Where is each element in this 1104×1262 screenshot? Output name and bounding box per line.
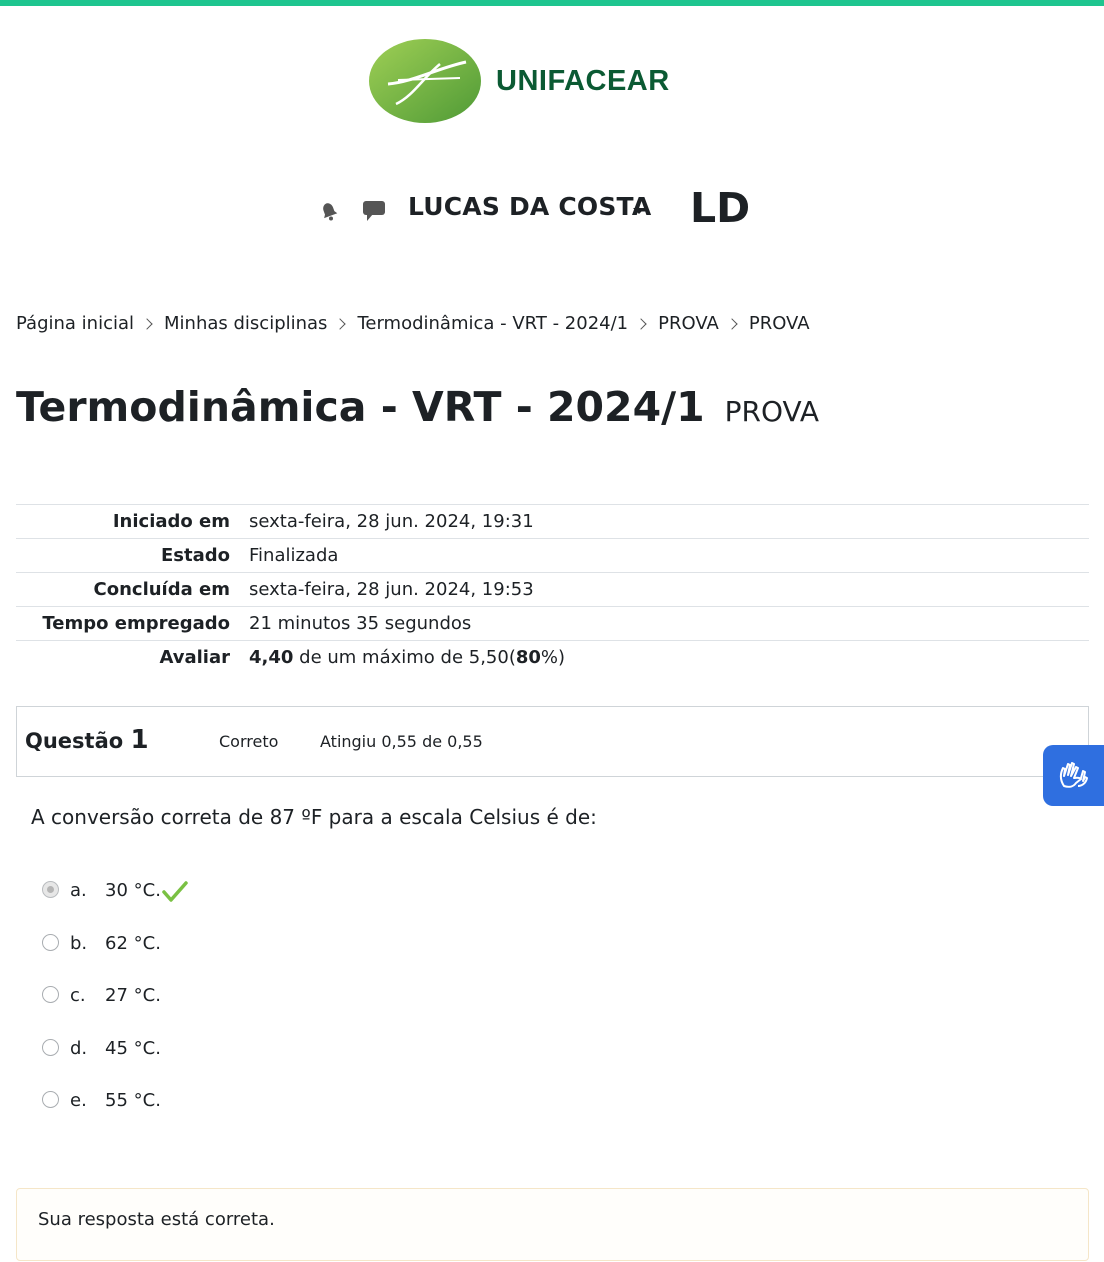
question-grade: Atingiu 0,55 de 0,55: [320, 732, 483, 751]
unifacear-logo[interactable]: [368, 38, 670, 124]
activity-title: PROVA: [724, 395, 820, 428]
answer-radio[interactable]: [42, 934, 59, 951]
logo-wordmark: UNIFACEAR: [496, 64, 670, 97]
question-text: A conversão correta de 87 ºF para a escala Celsius é de:: [31, 805, 597, 829]
summary-label: Estado: [16, 539, 249, 573]
answer-radio[interactable]: [42, 1091, 59, 1108]
answer-letter: e.: [70, 1090, 87, 1111]
breadcrumb-item-course[interactable]: Termodinâmica - VRT - 2024/1: [357, 313, 629, 334]
chevron-down-icon[interactable]: [633, 208, 645, 214]
top-accent-bar: [0, 0, 1104, 6]
feedback-box: [16, 1188, 1089, 1261]
table-row: [16, 573, 1089, 607]
table-row: [16, 607, 1089, 641]
grade-suffix: %): [540, 647, 566, 668]
chevron-right-icon: [335, 318, 346, 329]
answer-text: 27 °C.: [105, 985, 161, 1006]
chevron-right-icon: [635, 318, 646, 329]
summary-label: Tempo empregado: [16, 607, 249, 641]
chevron-right-icon: [141, 318, 152, 329]
table-row: [16, 641, 1089, 675]
summary-label: Iniciado em: [16, 505, 249, 539]
user-menu-button[interactable]: LUCAS DA COSTA: [408, 192, 652, 221]
summary-label: Concluída em: [16, 573, 249, 607]
question-state: Correto: [219, 732, 279, 751]
answer-letter: a.: [70, 880, 87, 901]
check-icon: [162, 880, 188, 908]
chat-icon[interactable]: [362, 200, 386, 226]
summary-value: sexta-feira, 28 jun. 2024, 19:31: [249, 505, 1089, 539]
answer-letter: c.: [70, 985, 86, 1006]
breadcrumb-item-section[interactable]: PROVA: [658, 313, 719, 334]
logo-emblem-icon: [368, 38, 482, 124]
answer-letter: b.: [70, 932, 88, 954]
answer-radio[interactable]: [42, 1039, 59, 1056]
feedback-text: Sua resposta está correta.: [38, 1209, 275, 1230]
question-title-label: Questão: [25, 729, 124, 753]
avatar[interactable]: LD: [690, 184, 751, 232]
answer-radio[interactable]: [42, 986, 59, 1003]
answer-letter: d.: [70, 1037, 88, 1059]
grade-middle: de um máximo de 5,50(: [299, 647, 516, 668]
page-title: [16, 383, 819, 431]
accessibility-button[interactable]: [1043, 745, 1104, 806]
table-row: [16, 505, 1089, 539]
answer-text: 45 °C.: [105, 1037, 161, 1059]
grade-value: [249, 641, 1089, 675]
summary-value: sexta-feira, 28 jun. 2024, 19:53: [249, 573, 1089, 607]
answer-radio[interactable]: [42, 881, 59, 898]
course-title: Termodinâmica - VRT - 2024/1: [16, 383, 705, 431]
summary-label: Avaliar: [16, 641, 249, 675]
question-number: 1: [130, 725, 149, 755]
answer-text: 62 °C.: [105, 932, 161, 954]
question-info-box: [16, 706, 1089, 777]
breadcrumb-item-my-courses[interactable]: Minhas disciplinas: [164, 313, 328, 334]
bell-icon[interactable]: [318, 200, 340, 226]
sign-language-hands-icon: [1054, 756, 1094, 796]
breadcrumb: [16, 313, 810, 334]
table-row: [16, 539, 1089, 573]
breadcrumb-item-home[interactable]: Página inicial: [16, 313, 135, 334]
chevron-right-icon: [726, 318, 737, 329]
summary-value: Finalizada: [249, 539, 1089, 573]
answer-text: 30 °C.: [105, 880, 161, 901]
grade-percent: 80: [515, 647, 541, 668]
answer-text: 55 °C.: [105, 1090, 161, 1111]
grade-score: 4,40: [249, 647, 294, 668]
attempt-summary-table: [16, 504, 1089, 674]
breadcrumb-item-quiz[interactable]: PROVA: [748, 313, 810, 334]
question-title: [25, 725, 149, 755]
user-navbar: [0, 182, 1104, 238]
summary-value: 21 minutos 35 segundos: [249, 607, 1089, 641]
